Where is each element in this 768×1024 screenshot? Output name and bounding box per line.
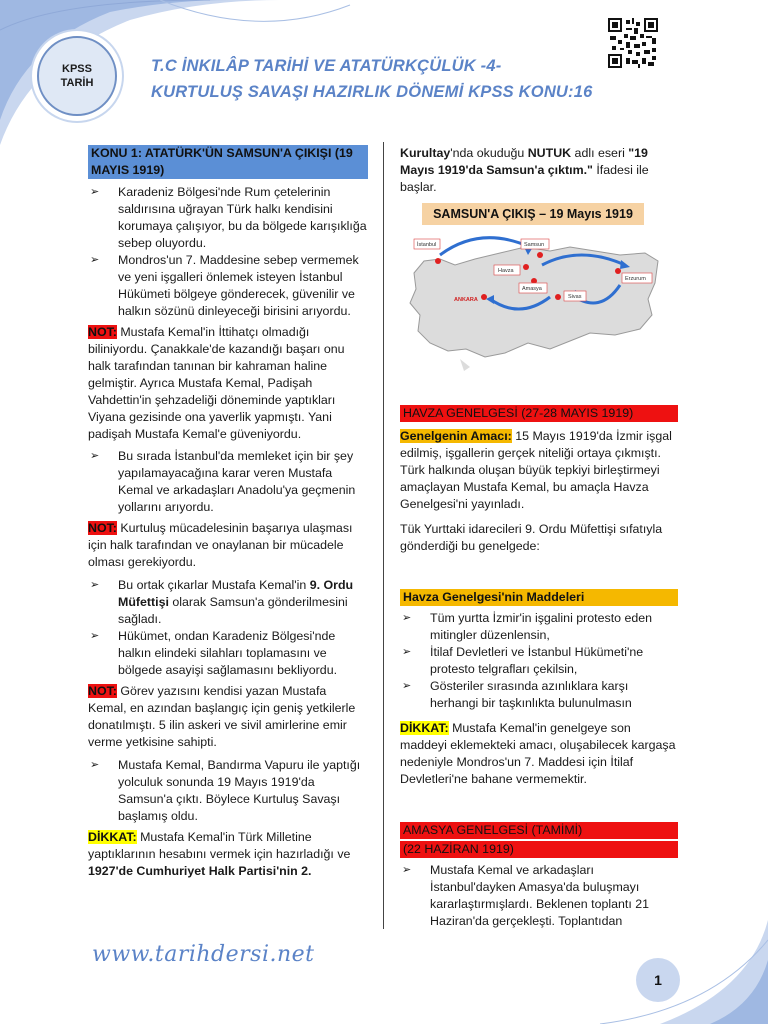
section-heading-amasya: AMASYA GENELGESİ (TAMİMİ) [400, 822, 678, 839]
page-title-line-1: T.C İNKILÂP TARİHİ VE ATATÜRKÇÜLÜK -4- [151, 57, 502, 75]
list-item: ➢ Mustafa Kemal, Bandırma Vapuru ile yaptığı yolculuk sonunda 19 Mayıs 1919'da Samsun'a çıktı. Böylece Kurtuluş Savaşı başlamış oldu. [90, 758, 361, 823]
map-title: SAMSUN'A ÇIKIŞ – 19 Mayıs 1919 [422, 203, 644, 225]
bullet-arrow-icon: ➢ [402, 864, 412, 876]
list-item: ➢ Mondros'un 7. Maddesine sebep vermemek ve yeni işgalleri önlemek isteyen İstanbul Hükümeti bölgeye gönderecek, güvenilir ve halkın sözünü dinleyeceği birisini arıyordu. [90, 253, 359, 318]
bullet-arrow-icon: ➢ [90, 450, 100, 462]
page-number: 1 [636, 958, 680, 1002]
badge-line-2: TARİH [60, 77, 94, 89]
left-column [88, 145, 368, 880]
note-tag: NOT: [88, 684, 117, 698]
bullet-arrow-icon: ➢ [402, 646, 412, 658]
dikkat-paragraph: DİKKAT: Mustafa Kemal'in genelgeye son maddeyi eklemekteki amacı, oluşabilecek kargaşa nedeniyle Mondros'un 7. Maddesi için İtilaf Devletleri'ne bahane vermemektir. [400, 721, 676, 786]
note-paragraph: NOT: Görev yazısını kendisi yazan Mustafa Kemal, en azından başlangıç için geniş yetkilerle donatılmıştı. 5 ilin askeri ve sivil amirlerine emir verme yetkisine sahipti. [88, 684, 356, 749]
continuation-paragraph: Kurultay'nda okuduğu NUTUK adlı eseri "19 Mayıs 1919'da Samsun'a çıktım." İfadesi ile başlar. [400, 146, 649, 194]
badge-line-1: KPSS [62, 63, 92, 75]
note-paragraph: NOT: Kurtuluş mücadelesinin başarıya ulaşması için halk tarafından ve onaylanan bir mücadele olması gerekiyordu. [88, 521, 353, 569]
dikkat-tag: DİKKAT: [88, 830, 137, 844]
map-label-istanbul: İstanbul [417, 242, 437, 248]
kpss-badge [37, 36, 117, 116]
list-item: ➢ Hükümet, ondan Karadeniz Bölgesi'nde halkın elindeki silahları toplamasını ve bölgede asayişi sağlamasını bekliyordu. [90, 629, 338, 677]
tuk-paragraph: Tük Yurttaki idarecileri 9. Ordu Müfettişi sıfatıyla gönderdiği bu genelgede: [400, 522, 663, 553]
section-heading-samsun: KONU 1: ATATÜRK'ÜN SAMSUN'A ÇIKIŞI (19 MAYIS 1919) [88, 145, 368, 179]
map-label-ankara: ANKARA [454, 297, 478, 303]
note-tag: NOT: [88, 521, 117, 535]
bullet-arrow-icon: ➢ [90, 579, 100, 591]
amac-paragraph: Genelgenin Amacı: 15 Mayıs 1919'da İzmir işgal edilmiş, işgallerin gerçek niteliği ortaya çıkmıştı. Türk halkında oluşan büyük tepkiyi birleştirmeyi amaçlayan Mustafa Kemal, bu amaçla Havza Genelgesi'ni yayınladı. [400, 429, 672, 511]
bullet-arrow-icon: ➢ [90, 759, 100, 771]
dikkat-tag: DİKKAT: [400, 721, 449, 735]
samsun-map [400, 203, 664, 381]
page-title-line-2: KURTULUŞ SAVAŞI HAZIRLIK DÖNEMİ KPSS KONU:16 [151, 83, 593, 101]
qr-code-icon[interactable] [608, 18, 658, 68]
right-column [400, 145, 678, 196]
column-divider [383, 142, 384, 929]
amac-tag: Genelgenin Amacı: [400, 429, 512, 443]
map-label-havza: Havza [498, 268, 514, 274]
footer-website-link[interactable]: www.tarihdersi.net [92, 942, 315, 967]
list-item: ➢ Karadeniz Bölgesi'nde Rum çetelerinin saldırısına uğrayan Türk halkı kendisini korumaya çalışıyor, bu da bölgede karışıklığa sebep oluyordu. [90, 185, 367, 250]
bullet-arrow-icon: ➢ [402, 612, 412, 624]
bullet-arrow-icon: ➢ [90, 254, 100, 266]
map-label-amasya: Amasya [522, 286, 542, 292]
list-item: ➢ Tüm yurtta İzmir'in işgalini protesto eden mitingler düzenlensin, [402, 611, 653, 642]
bullet-arrow-icon: ➢ [402, 680, 412, 692]
turkey-map-graphic [400, 225, 664, 381]
bullet-arrow-icon: ➢ [90, 186, 100, 198]
section-heading-havza: HAVZA GENELGESİ (27-28 MAYIS 1919) [400, 405, 678, 422]
map-label-samsun: Samsun [524, 242, 545, 248]
right-column-lower [400, 405, 678, 930]
map-label-sivas: Sivas [568, 294, 582, 300]
list-item: ➢ Mustafa Kemal ve arkadaşları İstanbul'dayken Amasya'da buluşmayı kararlaştırmışlardı. Beklenen toplantı 21 Haziran'da gerçekleşti. Toplantıdan [402, 863, 650, 928]
section-heading-maddeler: Havza Genelgesi'nin Maddeleri [400, 589, 678, 606]
section-heading-amasya-date: (22 HAZİRAN 1919) [400, 841, 678, 858]
list-item: ➢ Bu ortak çıkarlar Mustafa Kemal'in 9. Ordu Müfettişi olarak Samsun'a gönderilmesini sağladı. [90, 578, 354, 626]
note-tag: NOT: [88, 325, 117, 339]
map-label-erzurum: Erzurum [625, 276, 646, 282]
list-item: ➢ İtilaf Devletleri ve İstanbul Hükümeti'ne protesto telgrafları çekilsin, [402, 645, 644, 676]
note-paragraph: NOT: Mustafa Kemal'in İttihatçı olmadığı biliniyordu. Çanakkale'de kazandığı başarı onu halk tarafından tanınan bir kahraman haline gelmiştir. Ayrıca Mustafa Kemal, Padişah Vahdettin'in şehzadeliği döneminde yaptıkları Viyana gezisinde ona yaverlik yapmıştı. Yani padişah Mustafa Kemal'e güveniyordu. [88, 325, 345, 441]
list-item: ➢ Gösteriler sırasında azınlıklara karşı herhangi bir taşkınlıkta bulunulmasın [402, 679, 632, 710]
bullet-arrow-icon: ➢ [90, 630, 100, 642]
dikkat-paragraph: DİKKAT: Mustafa Kemal'in Türk Milletine yaptıklarının hesabını vermek için hazırladığı ve 1927'de Cumhuriyet Halk Partisi'nin 2. [88, 830, 351, 878]
list-item: ➢ Bu sırada İstanbul'da memleket için bir şey yapılamayacağına karar veren Mustafa Kemal ve arkadaşları Anadolu'ya geçmenin yollarını arıyordu. [90, 449, 356, 514]
